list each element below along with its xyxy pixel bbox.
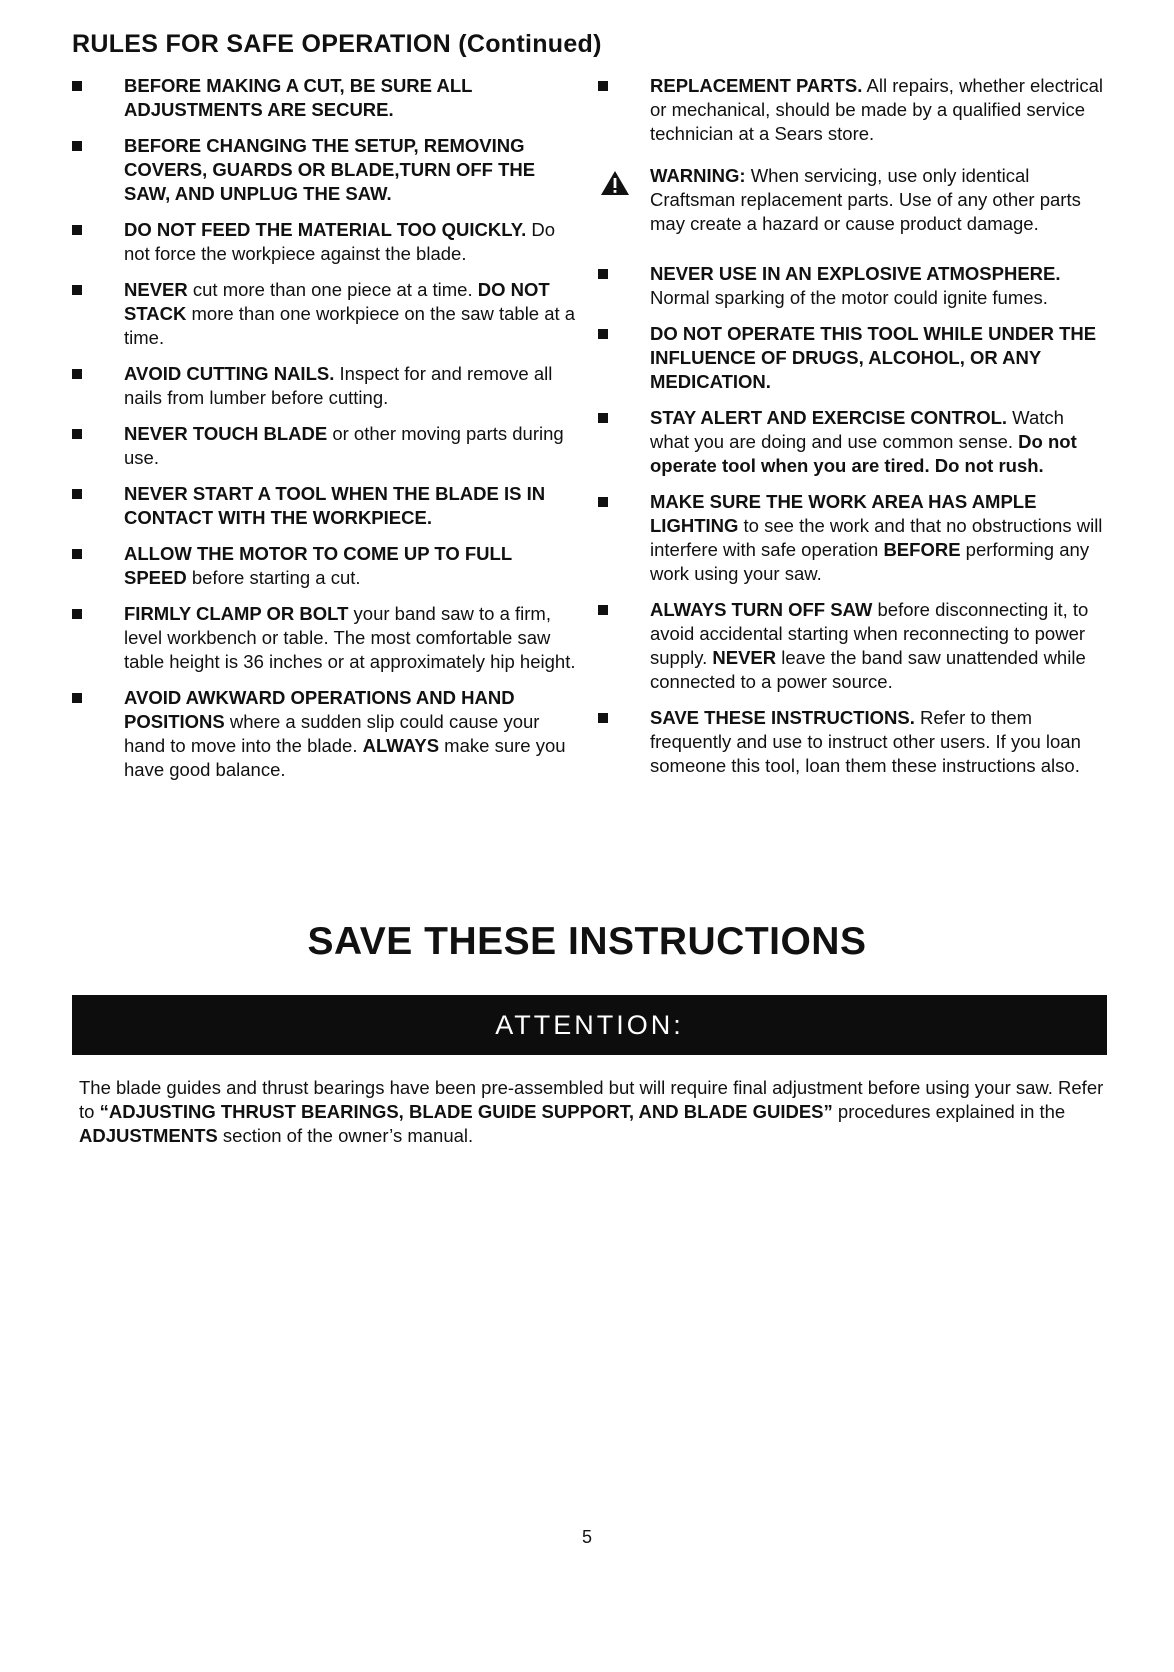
square-bullet-icon [72, 225, 82, 235]
rule-bold: STAY ALERT AND EXERCISE CONTROL. [650, 407, 1008, 428]
rule-bold: NEVER [124, 279, 188, 300]
warning-block [598, 164, 1108, 236]
square-bullet-icon [72, 429, 82, 439]
rule-item [72, 134, 577, 206]
rule-text: Normal sparking of the motor could ignite fumes. [650, 287, 1048, 308]
rule-bold: BEFORE CHANGING THE SETUP, REMOVING COVERS, GUARDS OR BLADE,TURN OFF THE SAW, AND UNPLUG THE SAW. [124, 135, 536, 204]
attention-text-part: section of the owner’s manual. [217, 1125, 474, 1146]
rule-text: where a sudden slip could cause your hand to move into the blade. [124, 711, 540, 756]
rule-text: cut more than one piece at a time. [187, 279, 478, 300]
rule-text: All repairs, whether electrical or mechanical, should be made by a qualified service technician at a Sears store. [650, 75, 1104, 144]
rule-item [72, 278, 577, 350]
page-heading: RULES FOR SAFE OPERATION (Continued) [72, 30, 602, 58]
rule-text: your band saw to a firm, level workbench or table. The most comfortable saw table height is 36 inches or at approximately hip height. [124, 603, 576, 672]
square-bullet-icon [72, 693, 82, 703]
rule-bold: Do not operate tool when you are tired. Do not rush. [650, 431, 1077, 476]
rule-bold: REPLACEMENT PARTS. [650, 75, 863, 96]
rule-item [72, 602, 577, 674]
square-bullet-icon [72, 549, 82, 559]
warning-label: WARNING: [650, 165, 746, 186]
rule-bold: MAKE SURE THE WORK AREA HAS AMPLE LIGHTING [650, 491, 1037, 536]
rule-bold: NEVER START A TOOL WHEN THE BLADE IS IN CONTACT WITH THE WORKPIECE. [124, 483, 546, 528]
rule-text: to see the work and that no obstructions will interfere with safe operation [650, 515, 1103, 560]
rule-text: leave the band saw unattended while connected to a power source. [650, 647, 1086, 692]
rule-text: Do not force the workpiece against the blade. [124, 219, 556, 264]
rule-text: Inspect for and remove all nails from lumber before cutting. [124, 363, 553, 408]
rule-text: more than one workpiece on the saw table at a time. [124, 303, 576, 348]
rule-bold: DO NOT STACK [124, 279, 550, 324]
square-bullet-icon [598, 329, 608, 339]
rule-item [72, 542, 577, 590]
rule-item [72, 422, 577, 470]
rule-item [598, 74, 1108, 146]
rule-bold: BEFORE [883, 539, 961, 560]
rule-item [598, 490, 1108, 586]
rule-bold: ALWAYS [362, 735, 440, 756]
rule-item [598, 406, 1108, 478]
square-bullet-icon [72, 141, 82, 151]
warning-text: When servicing, use only identical Craftsman replacement parts. Use of any other parts may create a hazard or cause product damage. [650, 165, 1081, 234]
square-bullet-icon [72, 369, 82, 379]
rule-item [72, 74, 577, 122]
rule-item [598, 598, 1108, 694]
attention-bold: “ADJUSTING THRUST BEARINGS, BLADE GUIDE SUPPORT, AND BLADE GUIDES” [99, 1101, 833, 1122]
rule-bold: FIRMLY CLAMP OR BOLT [124, 603, 349, 624]
rule-text: make sure you have good balance. [124, 735, 566, 780]
rule-bold: SAVE THESE INSTRUCTIONS. [650, 707, 915, 728]
square-bullet-icon [72, 609, 82, 619]
attention-text-part: procedures explained in the [832, 1101, 1066, 1122]
rule-bold: BEFORE MAKING A CUT, BE SURE ALL ADJUSTMENTS ARE SECURE. [124, 75, 473, 120]
square-bullet-icon [598, 605, 608, 615]
square-bullet-icon [598, 269, 608, 279]
rule-bold: ALLOW THE MOTOR TO COME UP TO FULL SPEED [124, 543, 512, 588]
attention-text [79, 1076, 1109, 1148]
rule-text: before starting a cut. [186, 567, 361, 588]
rule-item [598, 706, 1108, 778]
square-bullet-icon [598, 497, 608, 507]
attention-banner: ATTENTION: [72, 995, 1107, 1055]
rule-bold: ALWAYS TURN OFF SAW [650, 599, 873, 620]
rule-item [72, 218, 577, 266]
rule-item [72, 362, 577, 410]
rule-item [598, 262, 1108, 310]
rule-bold: DO NOT OPERATE THIS TOOL WHILE UNDER THE INFLUENCE OF DRUGS, ALCOHOL, OR ANY MEDICATION. [650, 323, 1097, 392]
rule-item [72, 686, 577, 782]
square-bullet-icon [598, 413, 608, 423]
square-bullet-icon [598, 713, 608, 723]
page-number: 5 [581, 1527, 592, 1547]
warning-triangle-icon [600, 170, 630, 196]
rule-text: Refer to them frequently and use to instruct other users. If you loan someone this tool, loan them these instructions also. [650, 707, 1081, 776]
rule-bold: NEVER [712, 647, 777, 668]
rule-text: performing any work using your saw. [650, 539, 1090, 584]
attention-text-part: The blade guides and thrust bearings have been pre-assembled but will require final adjustment before using your saw. Refer to [79, 1077, 1104, 1122]
rule-bold: NEVER USE IN AN EXPLOSIVE ATMOSPHERE. [650, 263, 1061, 284]
rule-item [72, 482, 577, 530]
rule-text: or other moving parts during use. [124, 423, 564, 468]
rule-text: Watch what you are doing and use common sense. [650, 407, 1064, 452]
rule-bold: DO NOT FEED THE MATERIAL TOO QUICKLY. [124, 219, 527, 240]
save-instructions-title: SAVE THESE INSTRUCTIONS [307, 920, 867, 963]
rule-item [598, 322, 1108, 394]
left-column [72, 74, 577, 794]
square-bullet-icon [72, 285, 82, 295]
square-bullet-icon [72, 489, 82, 499]
square-bullet-icon [72, 81, 82, 91]
square-bullet-icon [598, 81, 608, 91]
rule-bold: NEVER TOUCH BLADE [124, 423, 328, 444]
rule-text: before disconnecting it, to avoid accidental starting when reconnecting to power supply. [650, 599, 1089, 668]
rule-bold: AVOID CUTTING NAILS. [124, 363, 335, 384]
rule-bold: AVOID AWKWARD OPERATIONS AND HAND POSITIONS [124, 687, 515, 732]
attention-bold: ADJUSTMENTS [79, 1125, 218, 1146]
right-column [598, 74, 1108, 790]
